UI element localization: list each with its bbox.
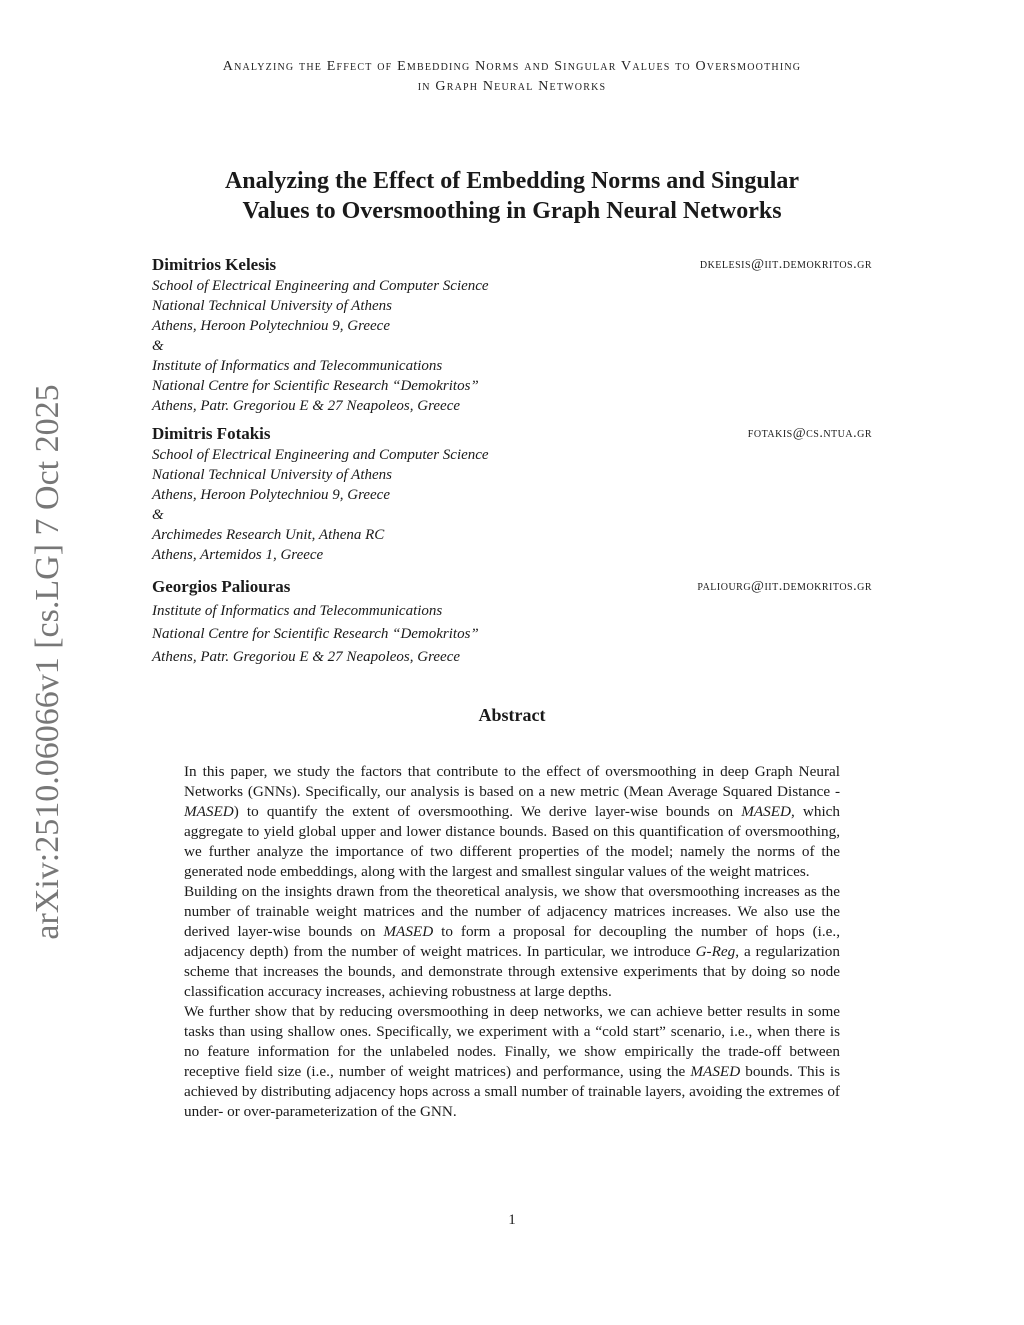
abstract-paragraph-1 bbox=[184, 762, 840, 882]
author-name-paliouras: Georgios Paliouras bbox=[152, 577, 291, 596]
running-head-line-2: in Graph Neural Networks bbox=[417, 79, 607, 94]
affiliation-line: Athens, Patr. Gregoriou E & 27 Neapoleos, Greece bbox=[152, 649, 461, 665]
text-run: , which aggregate to yield global upper and lower distance bounds. Based on this quantification of oversmoothing, we further analyze the importance of two different properties of the model; namely the norms of the generated node embeddings, along with the largest and smallest singular values of the weight matrices. bbox=[184, 803, 840, 880]
abstract-paragraph-2 bbox=[184, 882, 840, 1002]
text-run: bounds. This is achieved by distributing adjacency hops across a small number of trainable layers, avoiding the extremes of under- or over-parameterization of the GNN. bbox=[184, 1063, 840, 1120]
arxiv-stamp-text: arXiv:2510.06066v1 [cs.LG] 7 Oct 2025 bbox=[29, 384, 66, 940]
math-mased: MASED bbox=[741, 803, 791, 820]
affiliation-line: National Centre for Scientific Research “Demokritos” bbox=[152, 378, 479, 394]
paper-title-line-1: Analyzing the Effect of Embedding Norms and Singular bbox=[224, 168, 800, 194]
text-run: ) to quantify the extent of oversmoothing. We derive layer-wise bounds on bbox=[233, 803, 742, 820]
affiliation-line: National Centre for Scientific Research “Demokritos” bbox=[152, 626, 479, 642]
affiliation-line: & bbox=[152, 338, 164, 354]
text-run: Building on the insights drawn from the theoretical analysis, we show that oversmoothing increases as the number of trainable weight matrices and the number of adjacency matrices increases. We also use the derived layer-wise bounds on bbox=[184, 883, 840, 940]
text-run: In this paper, we study the factors that contribute to the effect of oversmoothing in deep Graph Neural Networks (GNNs). Specifically, our analysis is based on a new metric (Mean Average Squared Distance - bbox=[184, 763, 840, 800]
affiliation-line: School of Electrical Engineering and Computer Science bbox=[152, 447, 489, 463]
affiliation-line: National Technical University of Athens bbox=[152, 467, 392, 483]
affiliation-line: Institute of Informatics and Telecommunications bbox=[152, 358, 443, 374]
running-head-line-1: Analyzing the Effect of Embedding Norms and Singular Values to Oversmoothing bbox=[222, 59, 802, 74]
paper-title-line-2: Values to Oversmoothing in Graph Neural Networks bbox=[242, 198, 782, 224]
text-run: to form a proposal for decoupling the number of hops (i.e., adjacency depth) from the number of weight matrices. In particular, we introduce bbox=[184, 923, 840, 960]
author-name-fotakis: Dimitris Fotakis bbox=[152, 424, 271, 443]
affiliation-line: Archimedes Research Unit, Athena RC bbox=[152, 527, 385, 543]
author-affiliation-fotakis bbox=[152, 445, 489, 565]
affiliation-line: & bbox=[152, 507, 164, 523]
running-head bbox=[100, 57, 924, 97]
math-mased: MASED bbox=[184, 803, 234, 820]
affiliation-line: National Technical University of Athens bbox=[152, 298, 392, 314]
author-email-kelesis[interactable]: dkelesis@iit.demokritos.gr bbox=[699, 257, 872, 272]
abstract-body bbox=[184, 762, 840, 1122]
author-email-paliouras[interactable]: paliourg@iit.demokritos.gr bbox=[697, 579, 872, 594]
author-name-kelesis: Dimitrios Kelesis bbox=[152, 255, 277, 274]
author-email-fotakis[interactable]: fotakis@cs.ntua.gr bbox=[747, 426, 872, 441]
abstract-paragraph-3 bbox=[184, 1002, 840, 1122]
text-run: , a regularization scheme that increases the bounds, and demonstrate through extensive experiments that by doing so node classification accuracy increases, achieving robustness at large depths. bbox=[184, 943, 840, 1000]
math-mased: MASED bbox=[690, 1063, 741, 1080]
author-affiliation-kelesis bbox=[152, 276, 489, 416]
affiliation-line: Athens, Artemidos 1, Greece bbox=[152, 547, 324, 563]
page-number: 1 bbox=[508, 1212, 516, 1228]
affiliation-line: Athens, Heroon Polytechniou 9, Greece bbox=[152, 487, 390, 503]
text-run: We further show that by reducing oversmoothing in deep networks, we can achieve better results in some tasks than using shallow ones. Specifically, we experiment with a “cold start” scenario, i.e., when there is no feature information for the unlabeled nodes. Finally, we show empirically the trade-off between receptive field size (i.e., number of weight matrices) and performance, using the bbox=[184, 1003, 840, 1080]
affiliation-line: Institute of Informatics and Telecommunications bbox=[152, 603, 443, 619]
author-affiliation-paliouras bbox=[152, 600, 479, 669]
affiliation-line: Athens, Heroon Polytechniou 9, Greece bbox=[152, 318, 390, 334]
math-mased: MASED bbox=[383, 923, 434, 940]
method-name-greg: G-Reg bbox=[695, 943, 736, 960]
abstract-heading: Abstract bbox=[478, 705, 546, 725]
affiliation-line: School of Electrical Engineering and Computer Science bbox=[152, 278, 489, 294]
paper-title bbox=[120, 166, 904, 226]
affiliation-line: Athens, Patr. Gregoriou E & 27 Neapoleos, Greece bbox=[152, 398, 461, 414]
